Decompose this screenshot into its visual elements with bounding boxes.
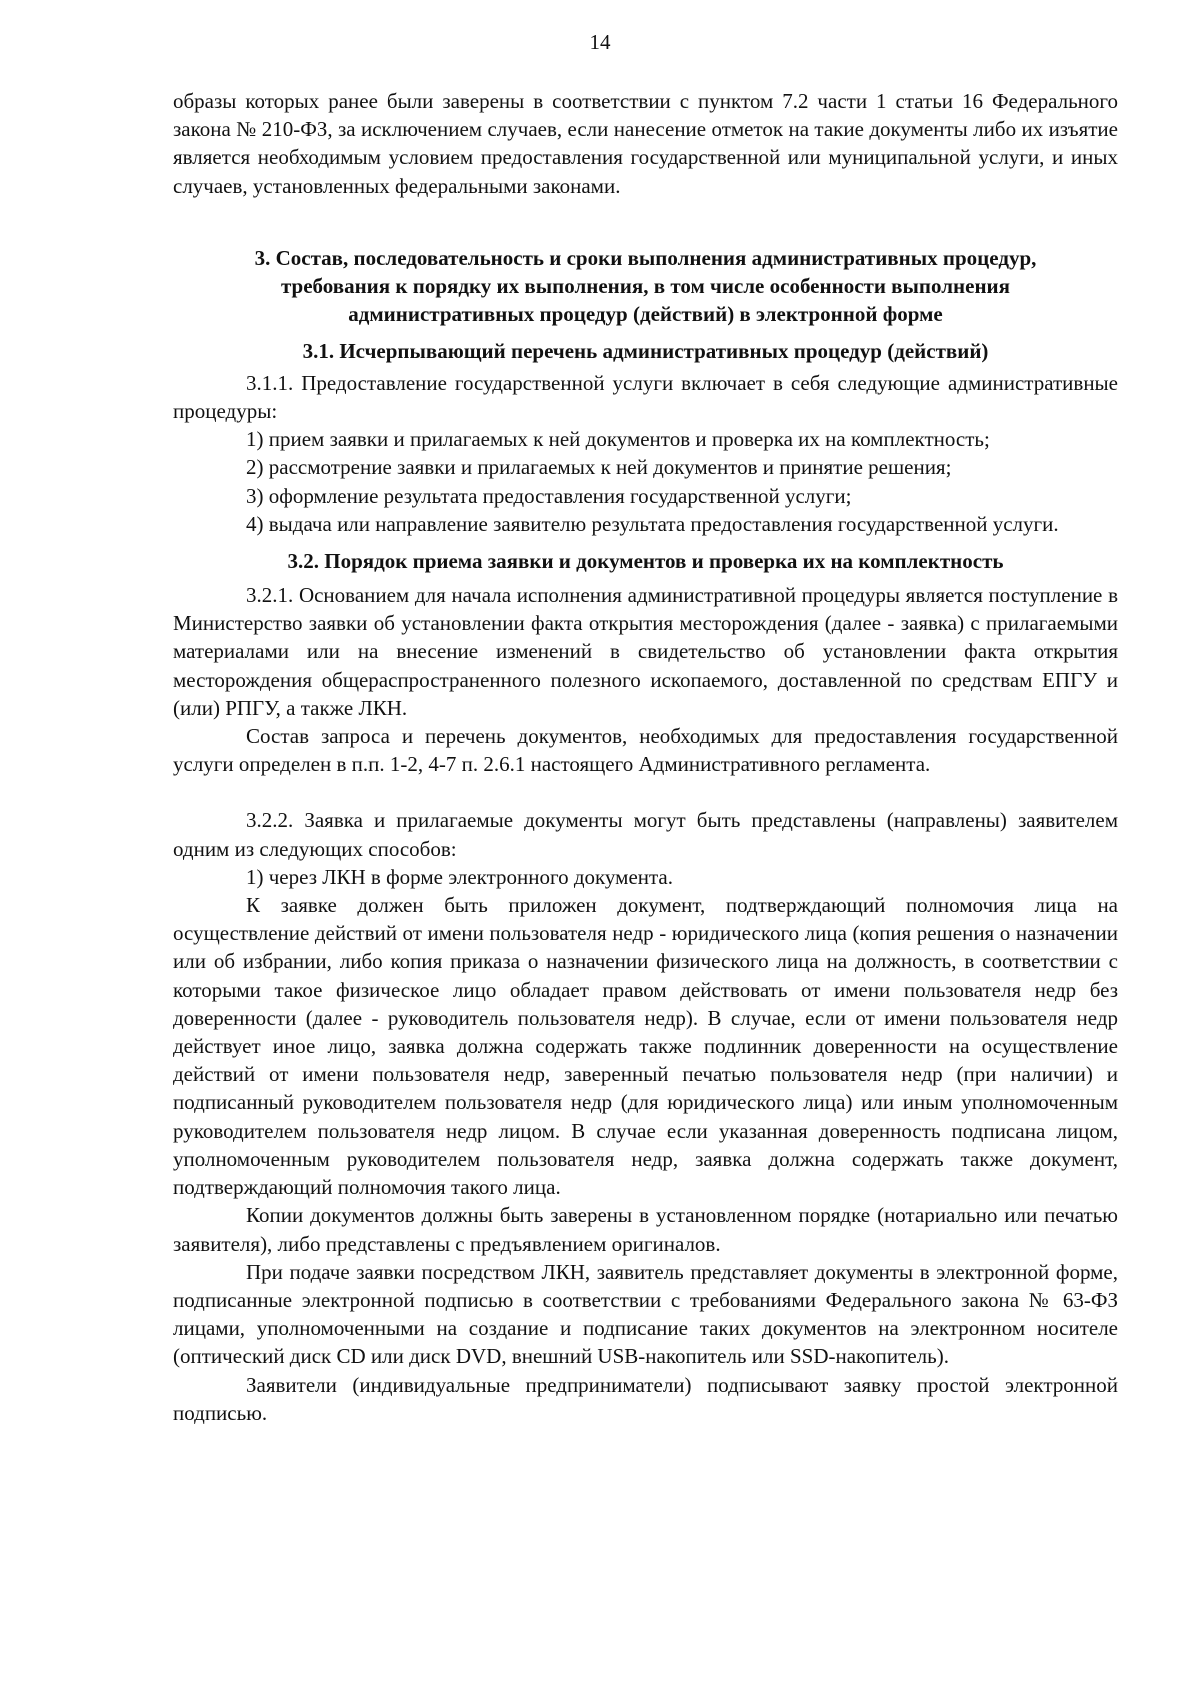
section-3-heading-line-3: административных процедур (действий) в электронной форме [348,301,943,326]
section-3-heading-line-2: требования к порядку их выполнения, в том числе особенности выполнения [280,273,1011,298]
paragraph-simple-signature: Заявители (индивидуальные предприниматели) подписывают заявку простой электронной подписью. [173,1372,1118,1425]
submission-method-1: 1) через ЛКН в форме электронного документа. [246,864,674,889]
paragraph-authority-document: К заявке должен быть приложен документ, подтверждающий полномочия лица на осуществление действий от имени пользователя недр - юридического лица (копия решения о назначении или об избрании, либо копия приказа о назначении физического лица на должность, в соответствии с которыми такое физическое лицо обладает правом действовать от имени пользователя недр без доверенности (далее - руководитель пользователя недр). В случае, если от имени пользователя недр действует иное лицо, заявка должна содержать также подлинник доверенности на осуществление действий от имени пользователя недр, заверенный печатью пользователя недр (при наличии) и подписанный руководителем пользователя недр (для юридического лица) или иным уполномоченным руководителем пользователя недр лицом. В случае если указанная доверенность подписана лицом, уполномоченным руководителем пользователя недр, заявка должна содержать также документ, подтверждающий полномочия такого лица. [173,893,1118,1200]
paragraph-3-1-1: 3.1.1. Предоставление государственной услуги включает в себя следующие административные процедуры: [173,370,1118,424]
paragraph-request-composition: Состав запроса и перечень документов, необходимых для предоставления государственной услуги определен в п.п. 1-2, 4-7 п. 2.6.1 настоящего Административного регламента. [173,724,1118,777]
section-3-heading [173,244,1118,328]
document-body [173,87,1118,1427]
paragraph-electronic-submission: При подаче заявки посредством ЛКН, заявитель представляет документы в электронной форме, подписанные электронной подписью в соответствии с требованиями Федерального закона № 63-ФЗ лицами, уполномоченными на создание и подписание таких документов на электронном носителе (оптический диск CD или диск DVD, внешний USB-накопитель или SSD-накопитель). [173,1259,1118,1369]
page-number: 14 [589,30,611,54]
section-3-heading-line-1: 3. Состав, последовательность и сроки выполнения административных процедур, [254,245,1037,270]
section-3-2-heading: 3.2. Порядок приема заявки и документов и проверка их на комплектность [287,549,1004,574]
paragraph-copies-certification: Копии документов должны быть заверены в установленном порядке (нотариально или печатью заявителя), либо представлены с предъявлением оригиналов. [173,1203,1118,1256]
paragraph-3-2-1: 3.2.1. Основанием для начала исполнения административной процедуры является поступление в Министерство заявки об установлении факта открытия месторождения (далее - заявка) с прилагаемыми материалами или на внесение изменений в свидетельство об установлении факта открытия месторождения общераспространенного полезного ископаемого, доставленной по средствам ЕПГУ и (или) РПГУ, а также ЛКН. [173,583,1118,720]
intro-paragraph: образы которых ранее были заверены в соответствии с пунктом 7.2 части 1 статьи 16 Федерального закона № 210-ФЗ, за исключением случаев, если нанесение отметок на такие документы либо их изъятие является необходимым условием предоставления государственной или муниципальной услуги, и иных случаев, установленных федеральными законами. [173,89,1118,198]
procedure-item-4: 4) выдача или направление заявителю результата предоставления государственной услуги. [246,511,1059,536]
procedure-item-1: 1) прием заявки и прилагаемых к ней документов и проверка их на комплектность; [246,427,990,452]
section-3-1-heading: 3.1. Исчерпывающий перечень административных процедур (действий) [302,338,989,363]
procedure-item-2: 2) рассмотрение заявки и прилагаемых к ней документов и принятие решения; [246,455,952,480]
paragraph-3-2-2: 3.2.2. Заявка и прилагаемые документы могут быть представлены (направлены) заявителем одним из следующих способов: [173,808,1118,861]
procedure-item-3: 3) оформление результата предоставления государственной услуги; [246,483,852,508]
